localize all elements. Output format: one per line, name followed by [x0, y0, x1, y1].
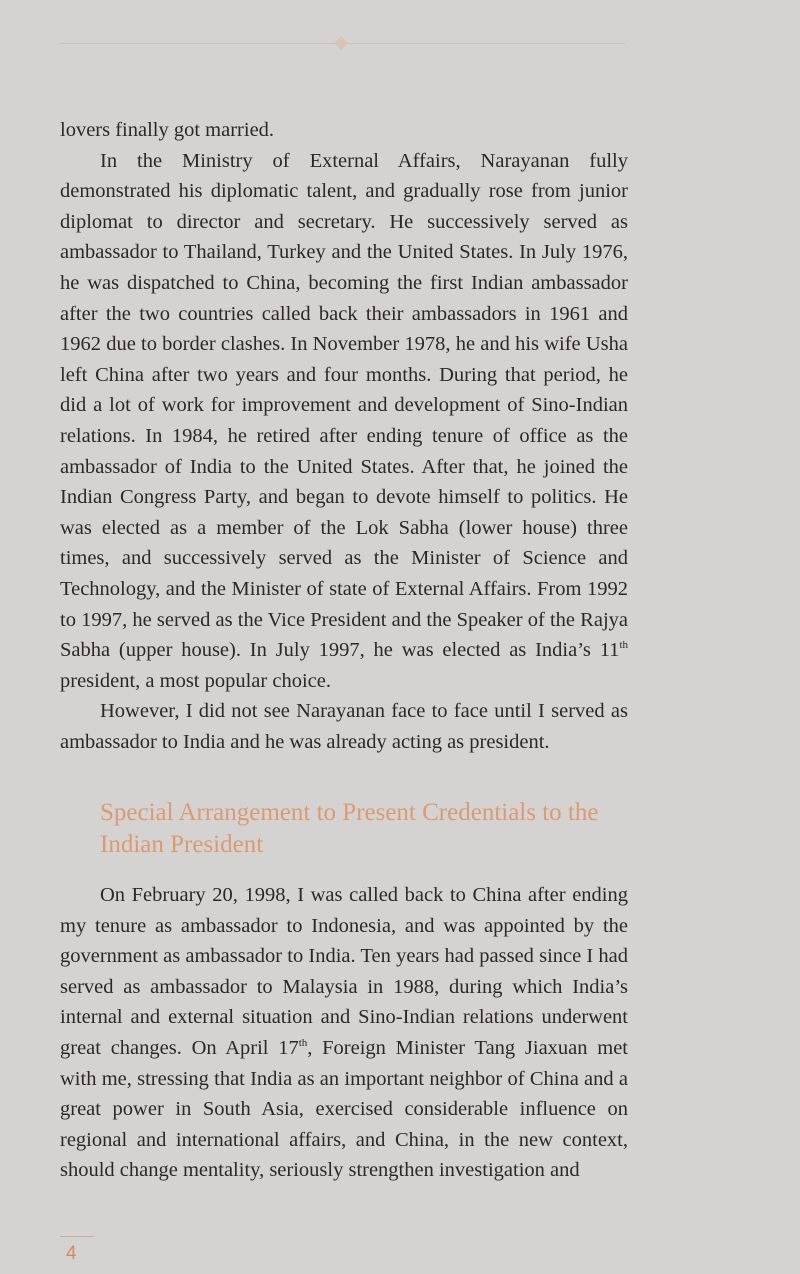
- date-ordinal-suffix: th: [298, 1037, 308, 1050]
- paragraph-career-end: president, a most popular choice.: [60, 669, 331, 692]
- ordinal-suffix: th: [619, 639, 628, 652]
- paragraph-appointment: [60, 880, 628, 1186]
- paragraph-appointment-text: On February 20, 1998, I was called back to China after ending my tenure as ambassador to Indonesia, and was appointed by the government as ambassador to India. Ten years had passed since I had served as ambassador to Malaysia in 1988, during which India’s internal and external situation and Sino-Indian relations underwent great changes. On April 17: [60, 884, 628, 1059]
- paragraph-career: [60, 146, 628, 697]
- section-heading: Special Arrangement to Present Credentials to the Indian President: [100, 799, 599, 858]
- header-ornament: [334, 36, 348, 50]
- footer-rule: [60, 1236, 94, 1237]
- page-number: 4: [66, 1243, 77, 1264]
- body-text-top: [60, 115, 628, 757]
- paragraph-appointment-end: , Foreign Minister Tang Jiaxuan met with me, stressing that India as an important neighbor of China and a great power in South Asia, exercised considerable influence on regional and international affairs, and China, in the new context, should change mentality, seriously strengthen investigation and: [60, 1036, 628, 1182]
- ordinal-number: 11: [599, 639, 620, 662]
- paragraph-career-text: In the Ministry of External Affairs, Narayanan fully demonstrated his diplomatic talent, and gradually rose from junior diplomat to director and secretary. He successively served as ambassador to Thailand, Turkey and the United States. In July 1976, he was dispatched to China, becoming the first Indian ambassador after the two countries called back their ambassadors in 1961 and 1962 due to border clashes. In November 1978, he and his wife Usha left China after two years and four months. During that period, he did a lot of work for improvement and development of Sino-Indian relations. In 1984, he retired after ending tenure of office as the ambassador of India to the United States. After that, he joined the Indian Congress Party, and began to devote himself to politics. He was elected as a member of the Lok Sabha (lower house) three times, and successively served as the Minister of Science and Technology, and the Minister of state of External Affairs. From 1992 to 1997, he served as the Vice President and the Speaker of the Rajya Sabha (upper house). In July 1997, he was elected as India’s: [60, 149, 628, 662]
- paragraph-meeting: However, I did not see Narayanan face to face until I served as ambassador to India and he was already acting as president.: [60, 700, 628, 753]
- paragraph-continuation: lovers finally got married.: [60, 119, 275, 141]
- body-text-bottom: [60, 880, 628, 1186]
